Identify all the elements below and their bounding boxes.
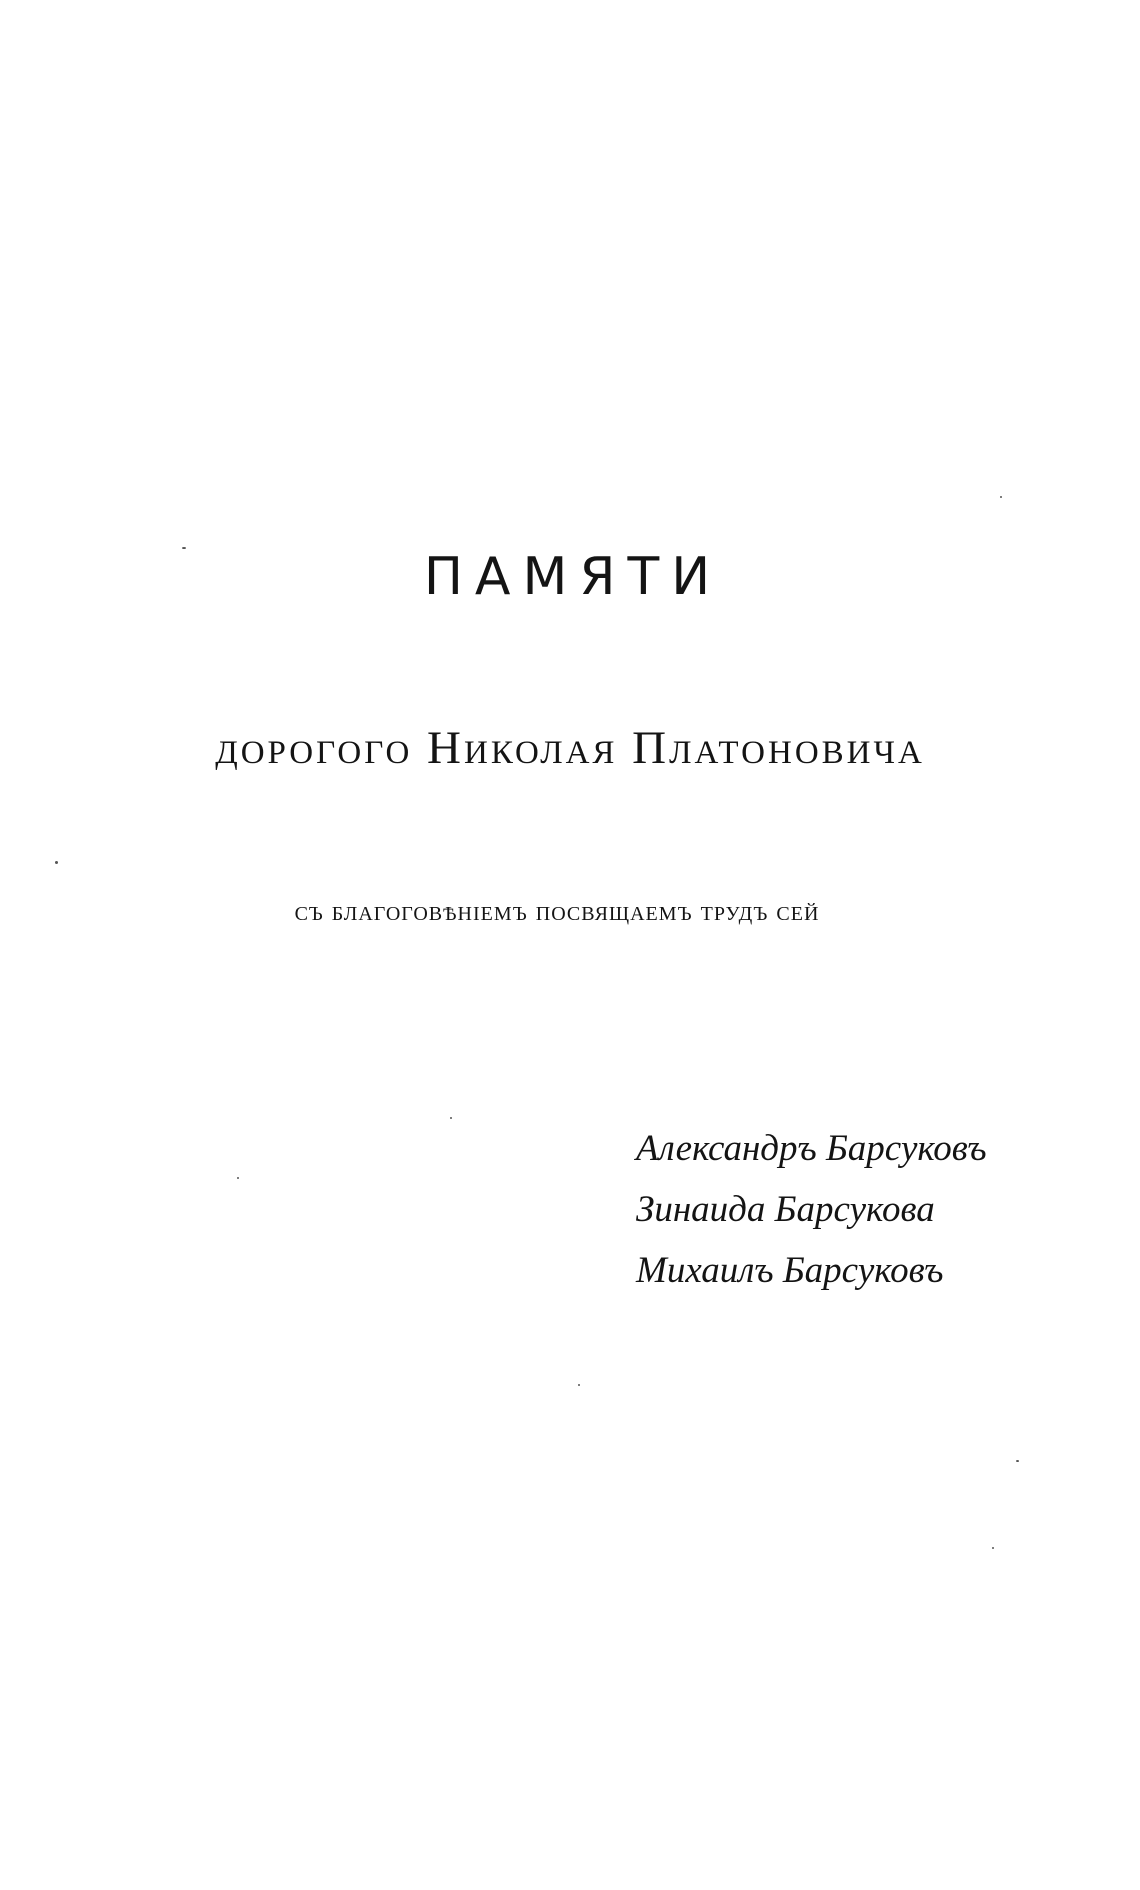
scan-speck	[55, 861, 58, 864]
dedication-subject	[0, 718, 1140, 778]
scan-speck	[992, 1547, 994, 1549]
dedication-line: съ благоговѣніемъ посвящаемъ трудъ сей	[294, 896, 820, 927]
scan-speck	[1016, 1460, 1019, 1462]
signature-alexander: Александръ Барсуковъ	[636, 1128, 987, 1169]
scan-speck	[1000, 496, 1002, 498]
signature-zinaida: Зинаида Барсукова	[636, 1189, 935, 1230]
scan-speck	[237, 1177, 239, 1179]
scan-speck	[450, 1117, 452, 1119]
scan-speck	[578, 1384, 580, 1386]
signature-list	[636, 1118, 1056, 1301]
dedication-title: ПАМЯТИ	[423, 547, 723, 607]
signature-mikhail: Михаилъ Барсуковъ	[636, 1250, 944, 1291]
dedication-subject-text: дорогого Николая Платоновича	[215, 722, 925, 774]
scan-speck	[182, 547, 186, 549]
